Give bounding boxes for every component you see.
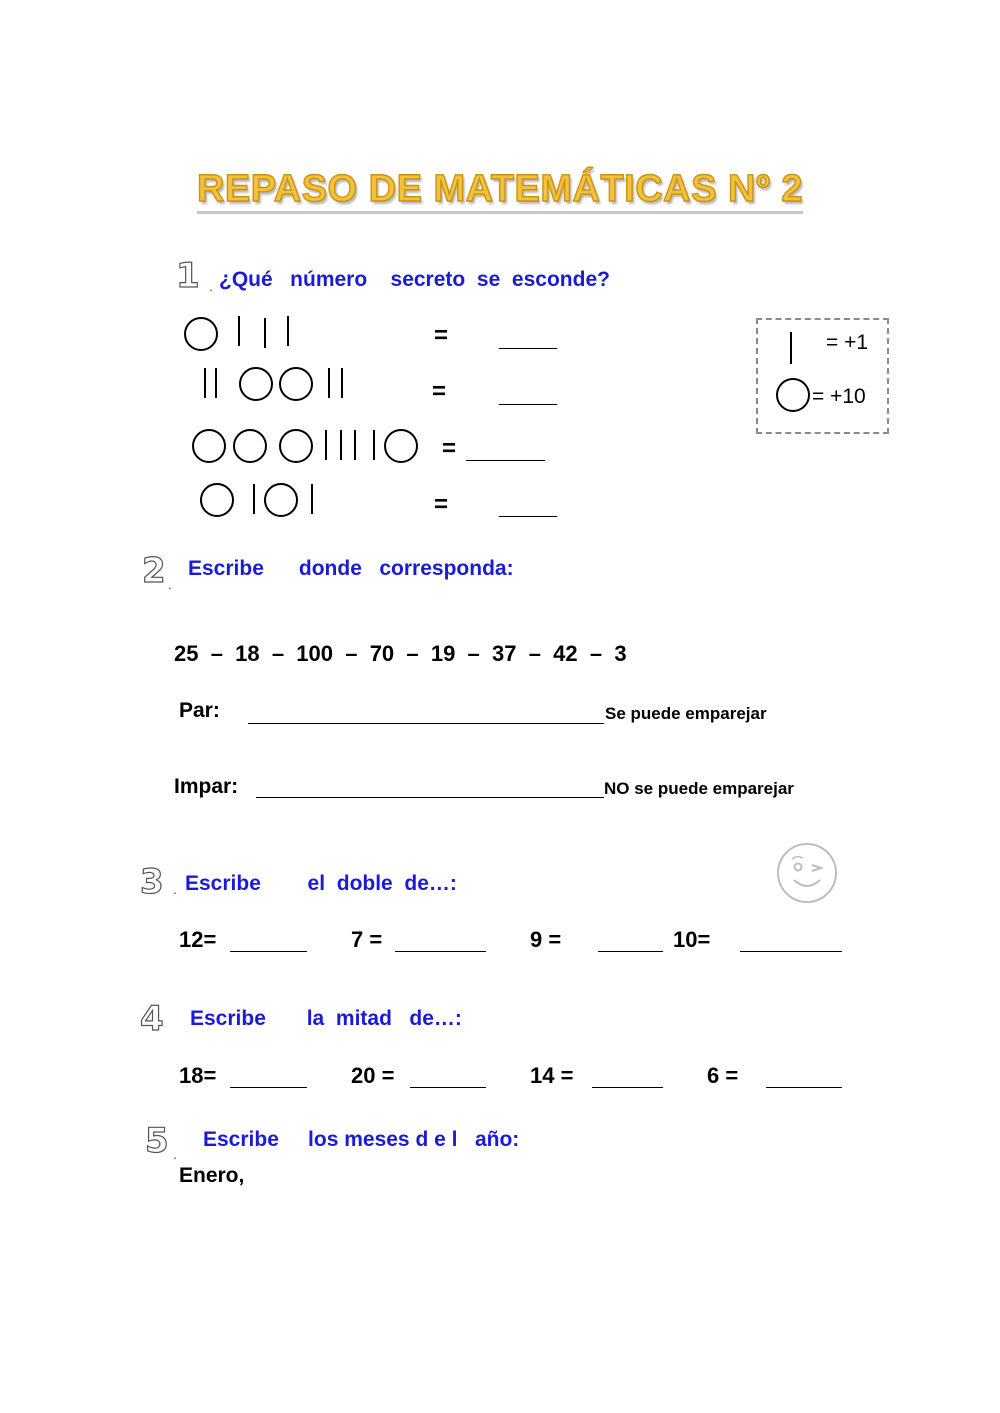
- equals-sign: =: [434, 322, 449, 349]
- section-2-question: Escribe donde corresponda:: [188, 557, 514, 580]
- section-2-dot: .: [168, 576, 172, 592]
- months-answer-start[interactable]: Enero,: [179, 1164, 245, 1187]
- equals-sign: =: [434, 491, 449, 518]
- answer-blank[interactable]: [230, 1087, 307, 1088]
- circle-ten-icon: [279, 367, 313, 401]
- par-answer-line[interactable]: [248, 723, 604, 724]
- number-list: 25 – 18 – 100 – 70 – 19 – 37 – 42 – 3: [174, 641, 627, 666]
- tally-stick-icon: [204, 368, 206, 398]
- tally-stick-icon: [325, 430, 327, 460]
- section-1-dot: .: [209, 278, 213, 294]
- equals-sign: =: [432, 378, 447, 405]
- impar-hint: NO se puede emparejar: [604, 779, 794, 798]
- par-label: Par:: [179, 699, 220, 722]
- section-5-dot: .: [173, 1146, 177, 1162]
- tally-stick-icon: [238, 316, 240, 346]
- section-3-dot: .: [173, 881, 177, 897]
- section-3-question: Escribe el doble de…:: [185, 872, 457, 895]
- half-item-3: 14 =: [530, 1063, 574, 1088]
- page-title: [0, 168, 1000, 211]
- answer-blank[interactable]: [230, 951, 307, 952]
- answer-blank[interactable]: [499, 404, 557, 405]
- answer-blank[interactable]: [499, 348, 557, 349]
- circle-ten-icon: [776, 378, 810, 412]
- section-5-question: Escribe los meses d e l año:: [203, 1128, 520, 1151]
- answer-blank[interactable]: [766, 1087, 842, 1088]
- double-item-4: 10=: [673, 927, 711, 952]
- circle-ten-icon: [184, 317, 218, 351]
- tally-stick-icon: [354, 430, 356, 460]
- double-item-3: 9 =: [530, 927, 562, 952]
- answer-blank[interactable]: [410, 1087, 486, 1088]
- circle-ten-icon: [279, 429, 313, 463]
- double-item-2: 7 =: [351, 927, 383, 952]
- section-4-question: Escribe la mitad de…:: [190, 1007, 462, 1030]
- circle-ten-icon: [264, 483, 298, 517]
- answer-blank[interactable]: [598, 951, 663, 952]
- circle-ten-icon: [239, 367, 273, 401]
- section-1-number: 1: [176, 256, 200, 296]
- answer-blank[interactable]: [740, 951, 842, 952]
- page-title-text: REPASO DE MATEMÁTICAS Nº 2: [197, 168, 803, 214]
- circle-ten-icon: [384, 429, 418, 463]
- half-item-2: 20 =: [351, 1063, 395, 1088]
- impar-answer-line[interactable]: [256, 797, 604, 798]
- answer-blank[interactable]: [499, 516, 557, 517]
- double-item-1: 12=: [179, 927, 217, 952]
- section-3-number: 3: [140, 862, 164, 902]
- legend-circle-label: = +10: [812, 385, 866, 408]
- section-2-number: 2: [142, 551, 166, 591]
- tally-stick-icon: [215, 368, 217, 398]
- tally-stick-icon: [287, 316, 289, 346]
- section-1-question: ¿Qué número secreto se esconde?: [219, 268, 610, 291]
- answer-blank[interactable]: [466, 460, 545, 461]
- half-item-1: 18=: [179, 1063, 217, 1088]
- circle-ten-icon: [192, 429, 226, 463]
- tally-stick-icon: [340, 430, 342, 460]
- tally-stick-icon: [790, 332, 792, 364]
- tally-stick-icon: [341, 368, 343, 398]
- answer-blank[interactable]: [395, 951, 486, 952]
- impar-label: Impar:: [174, 775, 239, 798]
- tally-stick-icon: [373, 430, 375, 460]
- answer-blank[interactable]: [592, 1087, 663, 1088]
- tally-stick-icon: [264, 318, 266, 348]
- tally-stick-icon: [311, 484, 313, 514]
- section-5-number: 5: [145, 1121, 169, 1161]
- tally-stick-icon: [328, 368, 330, 398]
- winking-face-icon: [776, 842, 838, 904]
- tally-stick-icon: [253, 484, 255, 514]
- circle-ten-icon: [200, 483, 234, 517]
- half-item-4: 6 =: [707, 1063, 739, 1088]
- par-hint: Se puede emparejar: [605, 704, 767, 723]
- equals-sign: =: [442, 435, 457, 462]
- legend-box: [756, 318, 889, 434]
- circle-ten-icon: [233, 429, 267, 463]
- section-4-number: 4: [140, 999, 164, 1039]
- legend-stick-label: = +1: [826, 331, 869, 354]
